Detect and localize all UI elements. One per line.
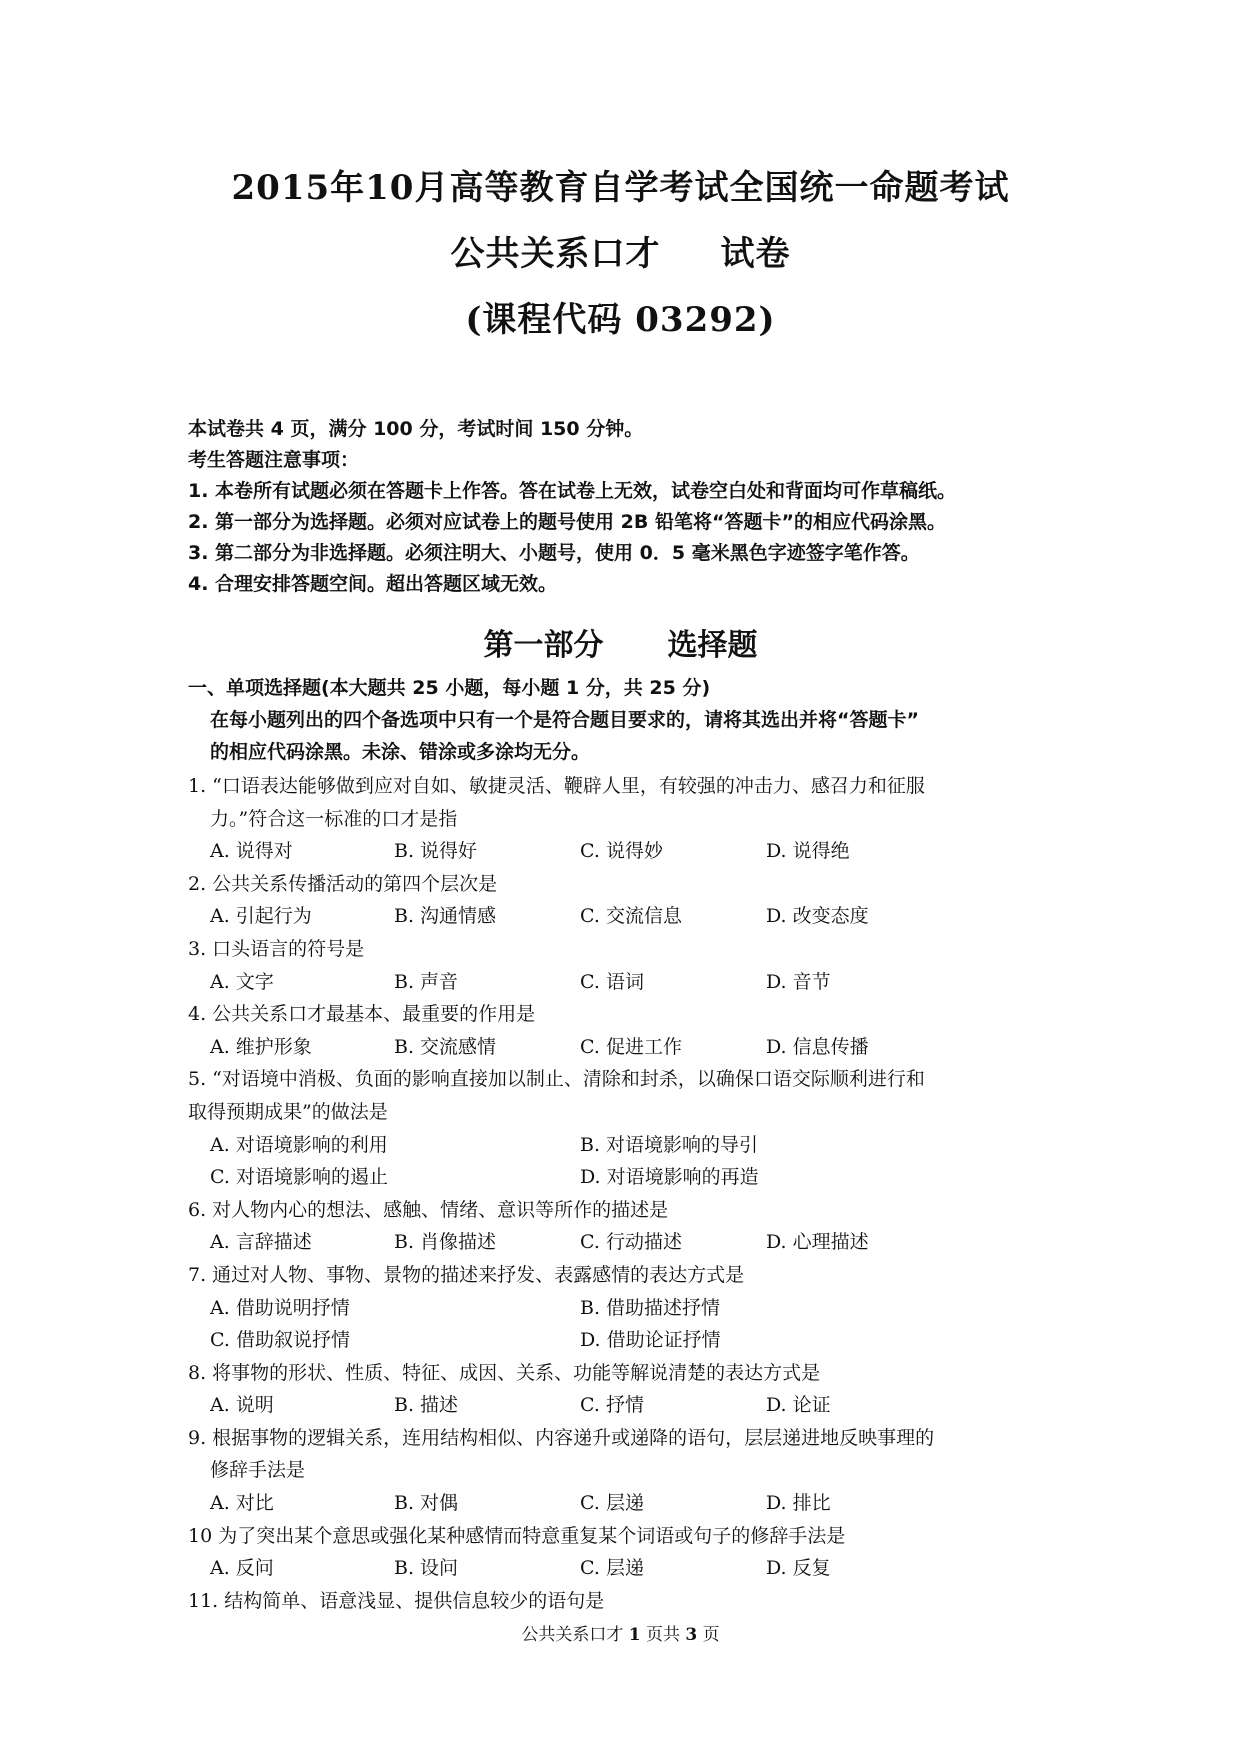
question-group-intro [188,672,1088,768]
answer-option: A. 对比 [210,1492,274,1515]
question-stem: 力。”符合这一标准的口才是指 [210,807,458,830]
question-stem: 4. 公共关系口才最基本、最重要的作用是 [188,1003,536,1026]
footer-middle: 页共 [646,1625,680,1645]
page-footer [0,1620,1241,1645]
answer-option: A. 维护形象 [210,1035,312,1058]
notice-line: 3. 第二部分为非选择题。必须注明大、小题号，使用 0．5 毫米黑色字迹签字笔作答。 [188,542,920,564]
footer-suffix: 页 [702,1625,720,1645]
answer-option: B. 对偶 [394,1492,459,1515]
group-instruction: 的相应代码涂黑。未涂、错涂或多涂均无分。 [210,741,591,763]
question-stem: 11. 结构简单、语意浅显、提供信息较少的语句是 [188,1589,605,1612]
question-stem: 10 为了突出某个意思或强化某种感情而特意重复某个词语或句子的修辞手法是 [188,1524,846,1547]
answer-option: B. 借助描述抒情 [580,1296,721,1319]
question-stem: 1. “口语表达能够做到应对自如、敏捷灵活、鞭辟人里，有较强的冲击力、感召力和征服 [188,775,925,797]
answer-option: B. 对语境影响的导引 [580,1133,759,1156]
notice-line: 本试卷共 4 页，满分 100 分，考试时间 150 分钟。 [188,418,644,440]
answer-option: B. 交流感情 [394,1035,497,1058]
answer-option: B. 沟通情感 [394,905,497,928]
course-code: (课程代码 03292) [465,300,776,340]
notice-line: 1. 本卷所有试题必须在答题卡上作答。答在试卷上无效，试卷空白处和背面均可作草稿纸。 [188,480,957,502]
answer-option: D. 信息传播 [766,1035,869,1058]
question-stem: 3. 口头语言的符号是 [188,937,365,960]
answer-option: A. 说得对 [210,840,293,863]
section-name: 选择题 [667,628,758,663]
question-stem: 8. 将事物的形状、性质、特征、成因、关系、功能等解说清楚的表达方式是 [188,1361,821,1384]
paper-title [0,226,1241,275]
group-heading: 一、单项选择题(本大题共 25 小题，每小题 1 分，共 25 分) [188,677,711,699]
answer-option: D. 反复 [766,1557,831,1580]
answer-option: B. 说得好 [394,840,478,863]
answer-option: B. 肖像描述 [394,1231,497,1254]
answer-option: D. 借助论证抒情 [580,1329,721,1352]
answer-option: B. 设问 [394,1557,459,1580]
footer-current-page: 1 [628,1625,641,1645]
answer-option: D. 论证 [766,1394,831,1417]
group-instruction: 在每小题列出的四个备选项中只有一个是符合题目要求的，请将其选出并将“答题卡” [210,709,919,731]
notice-line: 考生答题注意事项： [188,449,360,471]
question-list [188,770,1088,1617]
notice-line: 4. 合理安排答题空间。超出答题区域无效。 [188,573,558,595]
option-row [188,1324,1088,1357]
answer-option: D. 说得绝 [766,840,850,863]
footer-total-pages: 3 [685,1625,698,1645]
answer-option: C. 促进工作 [580,1035,682,1058]
option-row [188,966,1088,999]
answer-option: D. 心理描述 [766,1231,869,1254]
notice-line: 2. 第一部分为选择题。必须对应试卷上的题号使用 2B 铅笔将“答题卡”的相应代码涂黑。 [188,511,946,533]
answer-option: B. 声音 [394,970,459,993]
question-stem: 取得预期成果”的做法是 [188,1100,388,1123]
answer-option: C. 层递 [580,1492,644,1515]
answer-option: D. 改变态度 [766,905,869,928]
answer-option: C. 对语境影响的遏止 [210,1166,388,1189]
option-row [188,1161,1088,1194]
section-heading [0,620,1241,664]
question-stem: 7. 通过对人物、事物、景物的描述来抒发、表露感情的表达方式是 [188,1263,745,1286]
question-stem: 6. 对人物内心的想法、感触、情绪、意识等所作的描述是 [188,1198,669,1221]
answer-option: A. 引起行为 [210,905,312,928]
answer-option: A. 说明 [210,1394,274,1417]
option-row [188,1487,1088,1520]
option-row [188,835,1088,868]
section-part: 第一部分 [483,628,604,663]
answer-option: D. 音节 [766,970,831,993]
exam-notice [188,414,1088,600]
answer-option: A. 文字 [210,970,274,993]
answer-option: C. 行动描述 [580,1231,682,1254]
answer-option: A. 对语境影响的利用 [210,1133,388,1156]
option-row [188,1226,1088,1259]
answer-option: C. 语词 [580,970,644,993]
answer-option: C. 抒情 [580,1394,644,1417]
answer-option: C. 层递 [580,1557,644,1580]
answer-option: C. 交流信息 [580,905,682,928]
option-row [188,1292,1088,1325]
answer-option: A. 反问 [210,1557,274,1580]
question-stem: 5. “对语境中消极、负面的影响直接加以制止、清除和封杀，以确保口语交际顺利进行和 [188,1068,925,1091]
footer-subject: 公共关系口才 [521,1625,624,1645]
option-row [188,1031,1088,1064]
answer-option: D. 排比 [766,1492,831,1515]
answer-option: D. 对语境影响的再造 [580,1166,759,1189]
option-row [188,900,1088,933]
answer-option: A. 借助说明抒情 [210,1296,350,1319]
option-row [188,1129,1088,1162]
option-row [188,1552,1088,1585]
question-stem: 9. 根据事物的逻辑关系，连用结构相似、内容递升或递降的语句，层层递进地反映事理的 [188,1426,935,1449]
answer-option: C. 借助叙说抒情 [210,1329,350,1352]
exam-title: 2015年10月高等教育自学考试全国统一命题考试 [231,168,1010,208]
answer-option: C. 说得妙 [580,840,663,863]
answer-option: B. 描述 [394,1394,459,1417]
paper-label: 试卷 [720,234,791,274]
answer-option: A. 言辞描述 [210,1231,312,1254]
question-stem: 2. 公共关系传播活动的第四个层次是 [188,872,498,895]
question-stem: 修辞手法是 [210,1459,306,1482]
option-row [188,1389,1088,1422]
subject-name: 公共关系口才 [450,234,661,274]
